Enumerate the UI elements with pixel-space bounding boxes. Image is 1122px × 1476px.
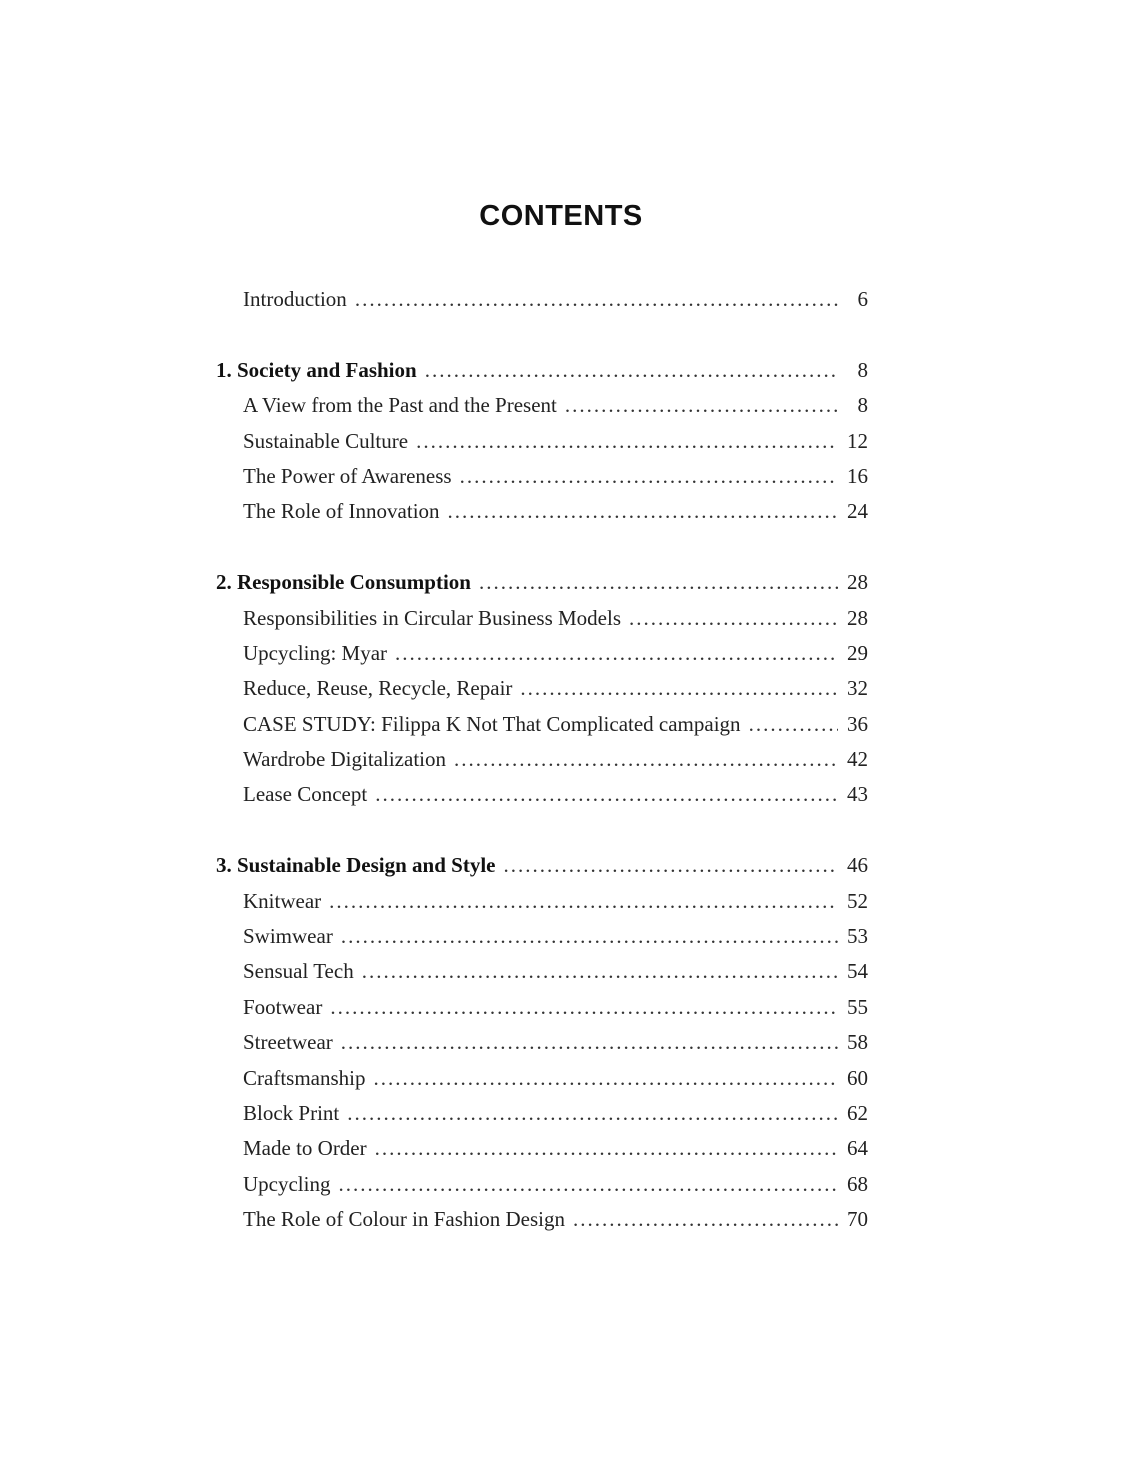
toc-entry-label: Responsibilities in Circular Business Models — [243, 605, 621, 630]
toc-entry-label: Reduce, Reuse, Recycle, Repair — [243, 676, 513, 701]
toc-page-number: 24 — [847, 499, 868, 524]
toc-chapter-2[interactable] — [216, 565, 868, 600]
toc-page-number: 70 — [847, 1207, 868, 1232]
dot-leader — [355, 282, 838, 317]
toc-entry[interactable] — [216, 954, 868, 989]
toc-entry-label: The Power of Awareness — [243, 463, 452, 488]
dot-leader — [373, 1061, 838, 1096]
toc-chapter-3[interactable] — [216, 848, 868, 883]
toc-entry-introduction[interactable] — [216, 282, 868, 317]
toc-page-number: 55 — [847, 994, 868, 1019]
toc-entry-label: Sustainable Culture — [243, 428, 409, 453]
toc-page-number: 43 — [847, 782, 868, 807]
toc-entry[interactable] — [216, 1096, 868, 1131]
toc-entry-label: The Role of Innovation — [243, 499, 440, 524]
dot-leader — [749, 707, 838, 742]
dot-leader — [375, 777, 838, 812]
toc-entry[interactable] — [216, 707, 868, 742]
dot-leader — [448, 494, 838, 529]
toc-page-number: 8 — [857, 393, 868, 418]
dot-leader — [425, 353, 838, 388]
dot-leader — [520, 671, 838, 706]
dot-leader — [341, 919, 838, 954]
toc-entry[interactable] — [216, 777, 868, 812]
dot-leader — [330, 990, 838, 1025]
dot-leader — [341, 1025, 838, 1060]
toc-entry[interactable] — [216, 671, 868, 706]
page-title: CONTENTS — [479, 200, 643, 232]
dot-leader — [479, 565, 838, 600]
toc-page-number: 60 — [847, 1065, 868, 1090]
toc-entry-label: Lease Concept — [243, 782, 368, 807]
toc-page-number: 6 — [857, 287, 868, 311]
toc-entry-label: A View from the Past and the Present — [243, 393, 557, 418]
toc-page-number: 54 — [847, 959, 868, 984]
toc-page-number: 28 — [847, 570, 868, 595]
toc-entry-label: Footwear — [243, 994, 323, 1019]
toc-page-number: 32 — [847, 676, 868, 701]
toc-chapter-label: 1. Society and Fashion — [216, 357, 417, 382]
toc-page-number: 64 — [847, 1136, 868, 1161]
dot-leader — [329, 884, 838, 919]
toc-entry-label: Swimwear — [243, 924, 333, 949]
dot-leader — [338, 1167, 838, 1202]
dot-leader — [375, 1131, 838, 1166]
toc-page-number: 8 — [857, 357, 868, 382]
toc-entry-label: Wardrobe Digitalization — [243, 747, 446, 772]
dot-leader — [565, 388, 838, 423]
toc-entry[interactable] — [216, 459, 868, 494]
toc-entry[interactable] — [216, 1061, 868, 1096]
toc-entry-label: Upcycling — [243, 1171, 331, 1196]
dot-leader — [629, 601, 838, 636]
toc-page-number: 62 — [847, 1100, 868, 1125]
toc-entry-label: The Role of Colour in Fashion Design — [243, 1207, 565, 1232]
dot-leader — [362, 954, 838, 989]
toc-entry-label: Upcycling: Myar — [243, 640, 388, 665]
toc-page-number: 53 — [847, 924, 868, 949]
toc-entry-label: Knitwear — [243, 888, 322, 913]
toc-entry[interactable] — [216, 636, 868, 671]
toc-entry-label: Sensual Tech — [243, 959, 354, 984]
toc-page-number: 12 — [847, 428, 868, 453]
toc-page-number: 58 — [847, 1030, 868, 1055]
dot-leader — [454, 742, 838, 777]
toc-page-number: 52 — [847, 888, 868, 913]
toc-entry-label: Craftsmanship — [243, 1065, 366, 1090]
toc-page-number: 16 — [847, 463, 868, 488]
dot-leader — [503, 848, 838, 883]
toc-entry[interactable] — [216, 919, 868, 954]
toc-entry[interactable] — [216, 388, 868, 423]
dot-leader — [573, 1202, 838, 1237]
toc-entry[interactable] — [216, 424, 868, 459]
toc-chapter-label: 2. Responsible Consumption — [216, 570, 471, 595]
toc-entry[interactable] — [216, 494, 868, 529]
toc-page-number: 68 — [847, 1171, 868, 1196]
dot-leader — [395, 636, 838, 671]
toc-entry[interactable] — [216, 1167, 868, 1202]
toc-chapter-label: 3. Sustainable Design and Style — [216, 853, 496, 878]
toc-entry-label: Introduction — [243, 287, 347, 311]
table-of-contents — [216, 282, 868, 1238]
toc-entry[interactable] — [216, 601, 868, 636]
toc-entry[interactable] — [216, 990, 868, 1025]
toc-entry-label: Made to Order — [243, 1136, 367, 1161]
toc-entry-label: Streetwear — [243, 1030, 333, 1055]
dot-leader — [416, 424, 838, 459]
toc-entry-label: CASE STUDY: Filippa K Not That Complicated campaign — [243, 711, 741, 736]
toc-entry[interactable] — [216, 884, 868, 919]
toc-page-number: 42 — [847, 747, 868, 772]
toc-entry-label: Block Print — [243, 1100, 340, 1125]
dot-leader — [460, 459, 838, 494]
toc-entry[interactable] — [216, 742, 868, 777]
toc-entry[interactable] — [216, 1131, 868, 1166]
toc-entry[interactable] — [216, 1202, 868, 1237]
toc-page-number: 29 — [847, 640, 868, 665]
dot-leader — [347, 1096, 838, 1131]
toc-page-number: 36 — [847, 711, 868, 736]
toc-page-number: 28 — [847, 605, 868, 630]
toc-page-number: 46 — [847, 853, 868, 878]
toc-chapter-1[interactable] — [216, 353, 868, 388]
toc-entry[interactable] — [216, 1025, 868, 1060]
